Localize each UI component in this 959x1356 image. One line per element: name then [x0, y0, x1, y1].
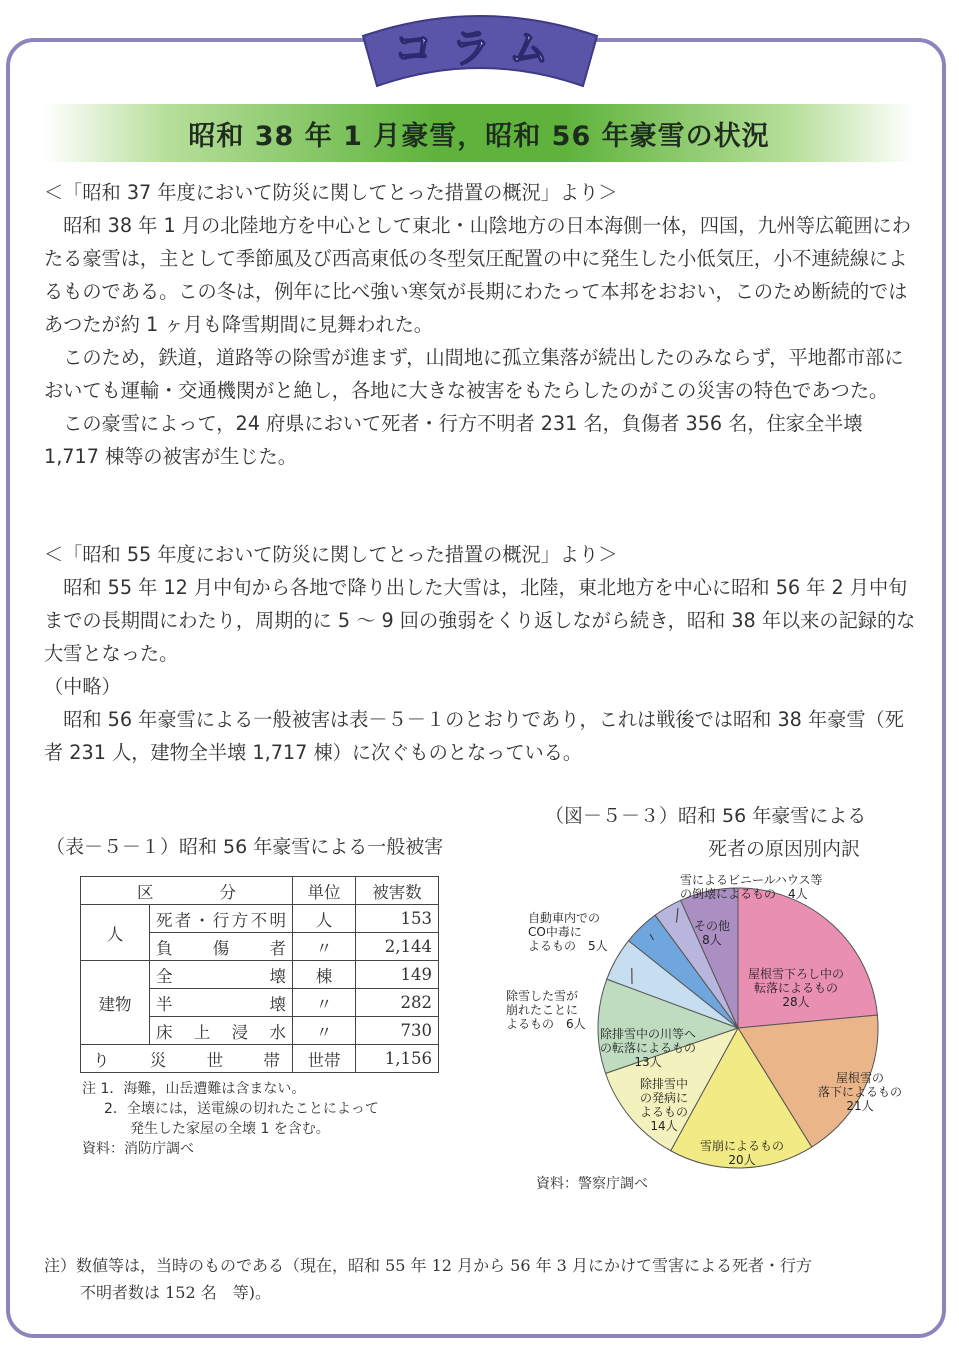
table-row — [81, 905, 439, 933]
header-bar — [44, 104, 914, 162]
damage-table — [80, 876, 439, 1073]
pie-slice-label: 除排雪中の川等への転落によるもの 13人 — [599, 1027, 697, 1069]
table-row — [81, 1045, 439, 1073]
death-cause-pie-chart — [480, 860, 920, 1200]
row-unit: 〃 — [293, 933, 356, 961]
paragraph: この豪雪によって，24 府県において死者・行方不明者 231 名，負傷者 356 名，住家全半壊 1,717 棟等の被害が生じた。 — [44, 412, 863, 468]
group-buildings: 建物 — [81, 961, 150, 1045]
figure-source: 資料：警察庁調べ — [536, 1176, 648, 1192]
table-caption: （表－５－１）昭和 56 年豪雪による一般被害 — [46, 836, 444, 858]
pie-slice-label: その他 8人 — [693, 919, 731, 947]
omission-mark: （中略） — [44, 675, 121, 698]
figure-caption-line2: 死者の原因別内訳 — [708, 838, 861, 860]
note-line: 発生した家屋の全壊 1 を含む。 — [130, 1121, 330, 1137]
pie-slice-label: 雪崩によるもの 20人 — [699, 1139, 785, 1167]
note-line: 2．全壊には，送電線の切れたことによって — [104, 1101, 379, 1117]
row-unit: 〃 — [293, 1017, 356, 1045]
row-unit: 人 — [293, 905, 356, 933]
table-header-row — [81, 877, 439, 905]
row-name: 半壊 — [150, 989, 293, 1017]
row-name: 負傷者 — [150, 933, 293, 961]
pie-slice-label: 屋根雪の落下によるもの 21人 — [817, 1071, 903, 1113]
section-source: ＜「昭和 37 年度において防災に関してとった措置の概況」より＞ — [44, 181, 618, 204]
row-value: 149 — [356, 961, 439, 989]
footnote — [44, 1252, 924, 1306]
pie-slice-label: 屋根雪下ろし中の転落によるもの 28人 — [747, 967, 845, 1009]
pie-slice-label: 自動車内での CO中毒によるもの 5人 — [528, 911, 608, 953]
row-unit: 〃 — [293, 989, 356, 1017]
row-value: 2,144 — [356, 933, 439, 961]
header-value: 被害数 — [356, 877, 439, 905]
footnote-line2: 不明者数は 152 名 等)。 — [80, 1283, 271, 1302]
row-value: 1,156 — [356, 1045, 439, 1073]
row-name: 床上浸水 — [150, 1017, 293, 1045]
section-source: ＜「昭和 55 年度において防災に関してとった措置の概況」より＞ — [44, 543, 618, 566]
table-row — [81, 961, 439, 989]
column-banner — [355, 2, 605, 88]
paragraph: 昭和 56 年豪雪による一般被害は表－５－１のとおりであり，これは戦後では昭和 38 年豪雪（死者 231 人，建物全半壊 1,717 棟）に次ぐものとなっている。 — [44, 708, 904, 764]
pie-slice-label: 除排雪中の発病によるもの 14人 — [639, 1077, 689, 1133]
pie-slice-label: 除雪した雪が崩れたことによるもの 6人 — [506, 989, 586, 1031]
section-1963 — [44, 176, 920, 473]
row-name: 死者・行方不明 — [150, 905, 293, 933]
row-value: 153 — [356, 905, 439, 933]
header-category: 区 分 — [81, 877, 293, 905]
pie-slice-label: 雪によるビニールハウス等の倒壊によるもの 4人 — [680, 873, 823, 901]
note-source: 資料：消防庁調べ — [82, 1141, 194, 1157]
section-1981 — [44, 538, 920, 769]
footnote-line1: 注）数値等は，当時のものである（現在，昭和 55 年 12 月から 56 年 3 月にかけて雪害による死者・行方 — [44, 1256, 812, 1275]
page-title: 昭和 38 年 1 月豪雪，昭和 56 年豪雪の状況 — [188, 121, 770, 152]
row-name: り災世帯 — [81, 1045, 293, 1073]
group-people: 人 — [81, 905, 150, 961]
paragraph: 昭和 38 年 1 月の北陸地方を中心として東北・山陰地方の日本海側一体，四国，九州等広範囲にわたる豪雪は，主として季節風及び西高東低の冬型気圧配置の中に発生した小低気圧，小不連続線によるものである。この冬は，例年に比べ強い寒気が長期にわたって本邦をおおい，このため断続的ではあつたが約 1 ヶ月も降雪期間に見舞われた。 — [44, 214, 911, 336]
row-unit: 世帯 — [293, 1045, 356, 1073]
row-value: 282 — [356, 989, 439, 1017]
table-notes — [82, 1079, 379, 1159]
row-name: 全壊 — [150, 961, 293, 989]
paragraph: このため，鉄道，道路等の除雪が進まず，山間地に孤立集落が続出したのみならず，平地都市部においても運輸・交通機関がと絶し，各地に大きな被害をもたらしたのがこの災害の特色であつた。 — [44, 346, 904, 402]
figure-caption-line1: （図－５－３）昭和 56 年豪雪による — [545, 805, 867, 827]
row-unit: 棟 — [293, 961, 356, 989]
figure-caption — [545, 800, 925, 866]
banner-label: コラム — [393, 26, 567, 72]
header-unit: 単位 — [293, 877, 356, 905]
note-line: 注 1．海難，山岳遭難は含まない。 — [82, 1081, 306, 1097]
row-value: 730 — [356, 1017, 439, 1045]
paragraph: 昭和 55 年 12 月中旬から各地で降り出した大雪は，北陸，東北地方を中心に昭和 56 年 2 月中旬までの長期間にわたり，周期的に 5 ～ 9 回の強弱をくり返しながら続き，昭和 38 年以来の記録的な大雪となった。 — [44, 576, 916, 665]
